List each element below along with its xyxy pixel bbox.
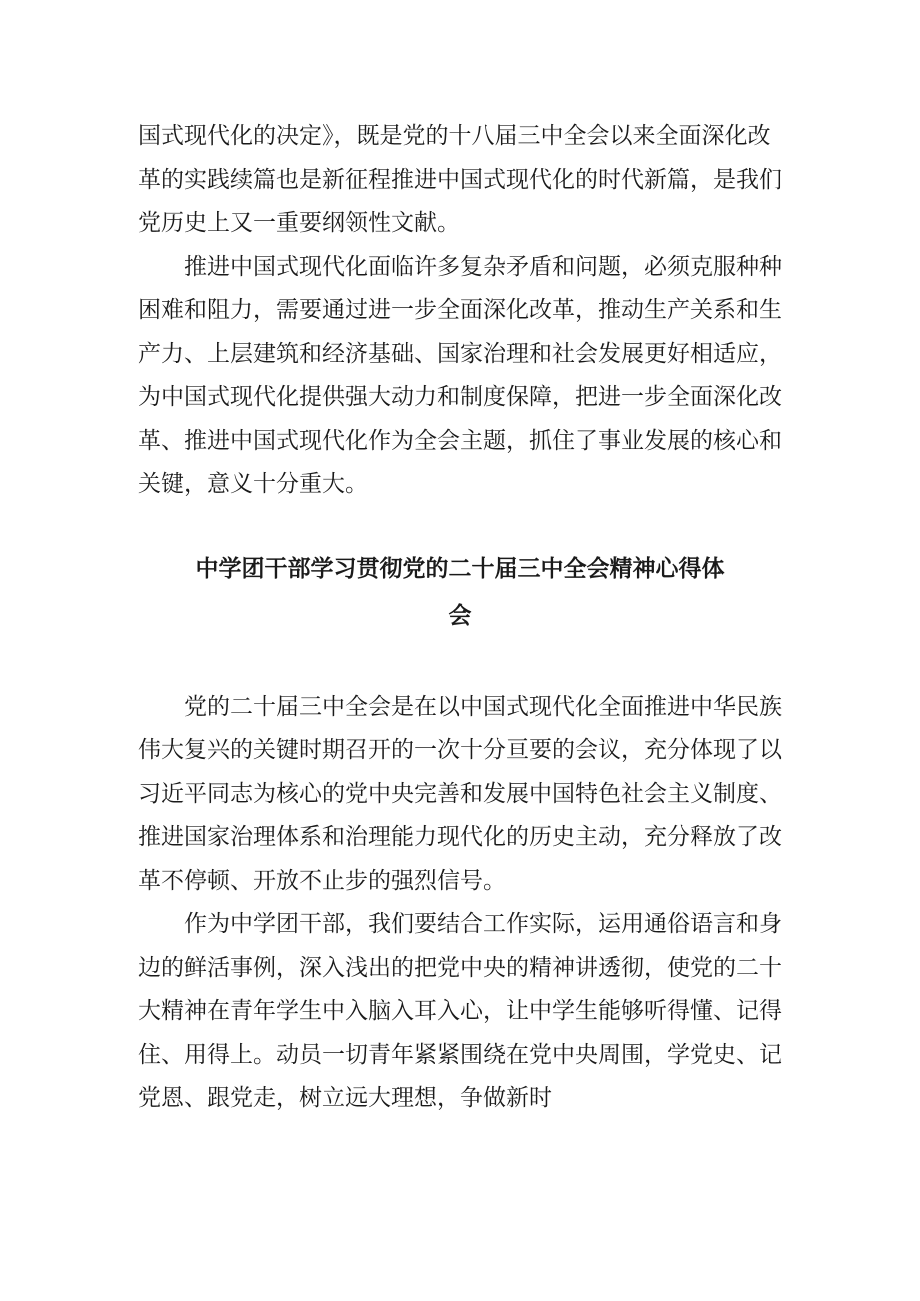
- paragraph-line: 党恩、跟党走，树立远大理想，争做新时: [138, 1085, 552, 1111]
- paragraph-line: 困难和阻力，需要通过进一步全面深化改革，推动生产关系和生: [138, 297, 782, 323]
- paragraph-line: 革、推进中国式现代化作为全会主题，抓住了事业发展的核心和: [138, 428, 782, 454]
- paragraph-line: 党的二十届三中全会是在以中国式现代化全面推进中华民族: [184, 694, 782, 720]
- paragraph-line: 边的鲜活事例，深入浅出的把党中央的精神讲透彻，使党的二十: [138, 955, 782, 981]
- paragraph-line: 习近平同志为核心的党中央完善和发展中国特色社会主义制度、: [138, 781, 782, 807]
- paragraph-line: 关键，意义十分重大。: [138, 471, 368, 497]
- paragraph-line: 推进国家治理体系和治理能力现代化的历史主动，充分释放了改: [138, 824, 782, 850]
- paragraph-line: 革不停顿、开放不止步的强烈信号。: [138, 868, 506, 894]
- paragraph-line: 大精神在青年学生中入脑入耳入心，让中学生能够听得懂、记得: [138, 998, 782, 1024]
- paragraph-line: 作为中学团干部，我们要结合工作实际，运用通俗语言和身: [184, 911, 782, 937]
- paragraph-line: 国式现代化的决定》，既是党的十八届三中全会以来全面深化改: [138, 123, 771, 149]
- paragraph-line: 推进中国式现代化面临许多复杂矛盾和问题，必须克服种种: [184, 254, 782, 280]
- paragraph-line: 革的实践续篇也是新征程推进中国式现代化的时代新篇，是我们: [138, 167, 782, 193]
- paragraph-line: 产力、上层建筑和经济基础、国家治理和社会发展更好相适应，: [138, 341, 782, 367]
- paragraph-line: 伟大复兴的关键时期召开的一次十分亘要的会议，充分体现了以: [138, 737, 782, 763]
- paragraph-line: 为中国式现代化提供强大动力和制度保障，把进一步全面深化改: [138, 384, 782, 410]
- paragraph-line: 党历史上又一重要纲领性文献。: [138, 210, 460, 236]
- paragraph-line: 住、用得上。动员一切青年紧紧围绕在党中央周围，学党史、记: [138, 1042, 782, 1068]
- section-title-line: 中学团干部学习贯彻党的二十届三中全会精神心得体: [195, 556, 725, 582]
- section-title-line: 会: [448, 603, 472, 629]
